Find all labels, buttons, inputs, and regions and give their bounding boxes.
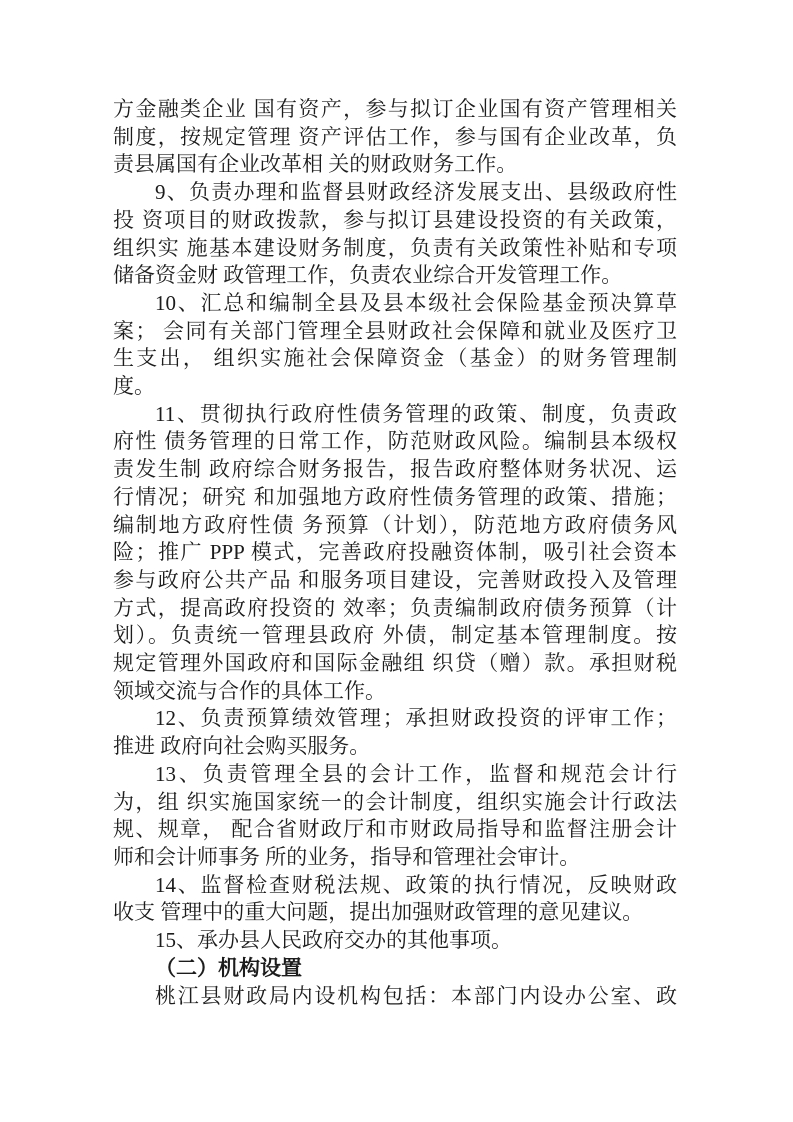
text-line: 参与政府公共产品 和服务项目建设，完善财政投入及管理 xyxy=(113,567,677,592)
document-text-block xyxy=(113,96,677,1010)
text-line: 府性 债务管理的日常工作，防范财政风险。编制县本级权 xyxy=(113,429,677,454)
text-line: 师和会计师事务 所的业务，指导和管理社会审计。 xyxy=(113,844,581,869)
text-line: 方金融类企业 国有资产，参与拟订企业国有资产管理相关 xyxy=(113,97,677,121)
text-line: 划）。负责统一管理县政府 外债，制定基本管理制度。按 xyxy=(113,623,677,648)
text-line: 9、负责办理和监督县财政经济发展支出、县级政府性 xyxy=(155,180,677,205)
text-line: 收支 管理中的重大问题，提出加强财政管理的意见建议。 xyxy=(113,900,644,925)
text-line: 责发生制 政府综合财务报告，报告政府整体财务状况、运 xyxy=(113,457,677,482)
text-line: 案； 会同有关部门管理全县财政社会保障和就业及医疗卫 xyxy=(113,318,677,343)
text-line: 组织实 施基本建设财务制度，负责有关政策性补贴和专项 xyxy=(113,235,677,260)
section-heading: （二）机构设置 xyxy=(155,955,302,980)
text-line: 投 资项目的财政拨款，参与拟订县建设投资的有关政策， xyxy=(113,207,677,232)
text-line: 生支出， 组织实施社会保障资金（基金）的财务管理制 xyxy=(113,346,677,371)
text-line: 10、汇总和编制全县及县本级社会保险基金预决算草 xyxy=(155,290,677,315)
text-line: 规、规章， 配合省财政厅和市财政局指导和监督注册会计 xyxy=(113,817,677,842)
text-line: 推进 政府向社会购买服务。 xyxy=(113,734,371,759)
text-line: 规定管理外国政府和国际金融组 织贷（赠）款。承担财税 xyxy=(113,651,677,676)
text-line: 领域交流与合作的具体工作。 xyxy=(113,678,386,703)
text-line: 制度，按规定管理 资产评估工作，参与国有企业改革，负 xyxy=(113,124,677,149)
text-line: 险；推广 PPP 模式，完善政府投融资体制，吸引社会资本 xyxy=(113,540,677,565)
text-line: 责县属国有企业改革相 关的财政财务工作。 xyxy=(113,152,518,177)
text-line: 11、贯彻执行政府性债务管理的政策、制度，负责政 xyxy=(155,401,677,426)
text-line: 14、监督检查财税法规、政策的执行情况，反映财政 xyxy=(155,872,677,897)
text-line: 方式，提高政府投资的 效率；负责编制政府债务预算（计 xyxy=(113,595,677,620)
text-line: 12、负责预算绩效管理；承担财政投资的评审工作； xyxy=(155,706,677,731)
text-line: 行情况；研究 和加强地方政府性债务管理的政策、措施； xyxy=(113,484,677,509)
text-line: 储备资金财 政管理工作，负责农业综合开发管理工作。 xyxy=(113,263,623,288)
text-line: 13、负责管理全县的会计工作，监督和规范会计行 xyxy=(155,761,677,786)
text-line: 15、承办县人民政府交办的其他事项。 xyxy=(155,928,512,953)
text-line: 编制地方政府性债 务预算（计划），防范地方政府债务风 xyxy=(113,512,677,537)
text-line: 桃江县财政局内设机构包括：本部门内设办公室、政 xyxy=(155,983,677,1008)
text-line: 为，组 织实施国家统一的会计制度，组织实施会计行政法 xyxy=(113,789,677,814)
text-line: 度。 xyxy=(113,374,155,399)
